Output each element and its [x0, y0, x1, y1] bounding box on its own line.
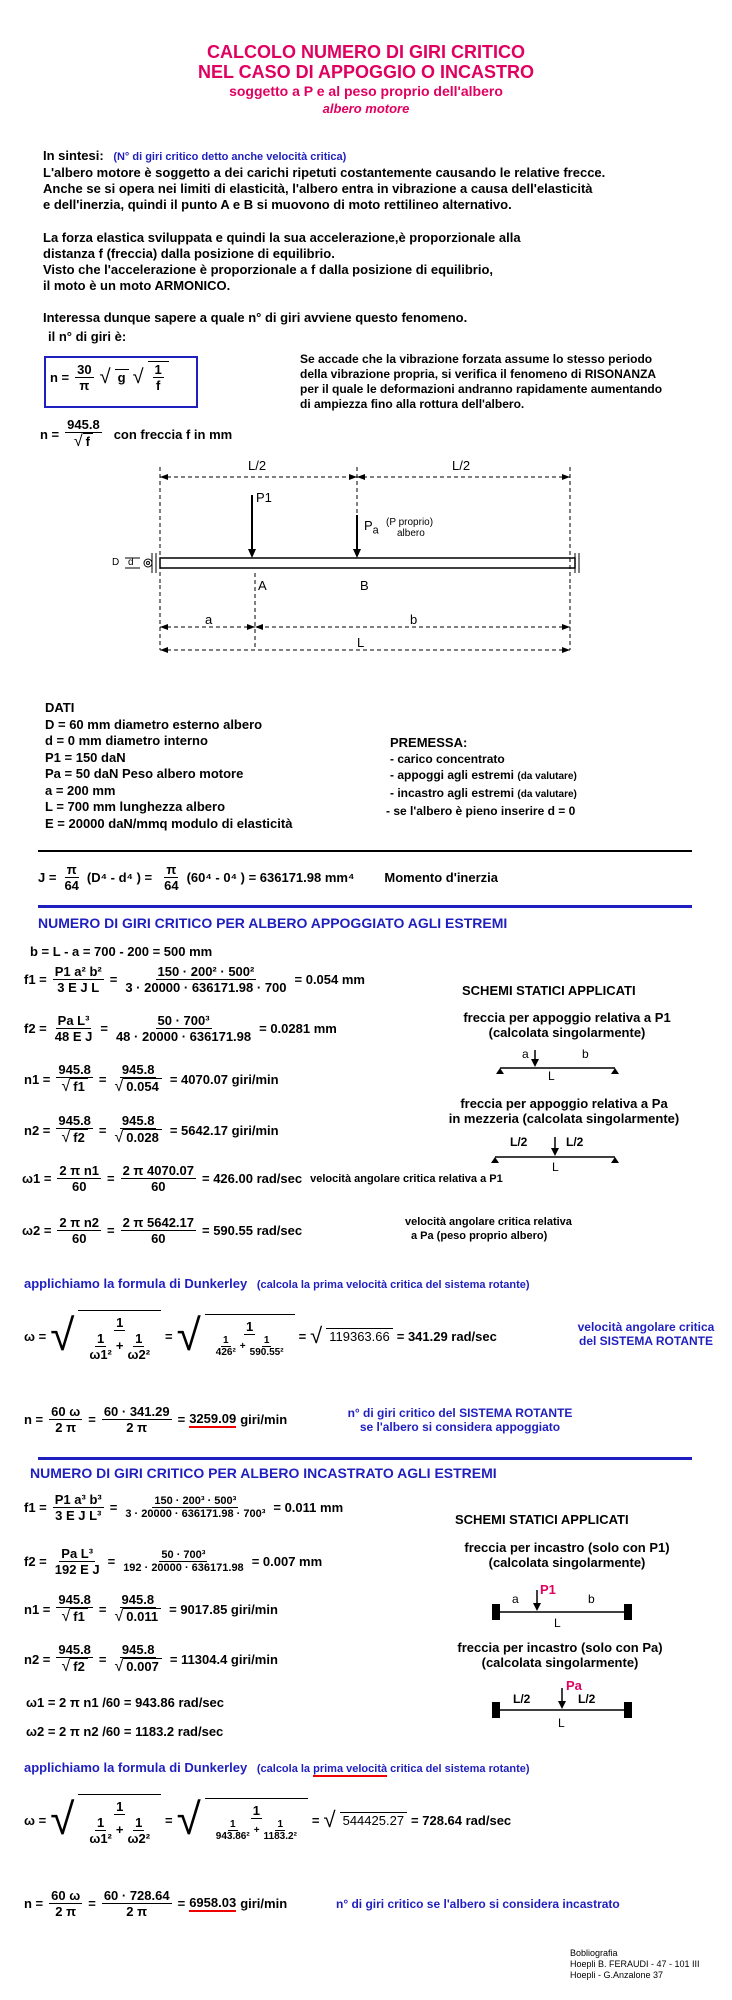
one: 1 [116, 1799, 124, 1814]
page-title-line2: NEL CASO DI APPOGGIO O INCASTRO [197, 62, 535, 82]
pa-letter: P [364, 518, 373, 533]
pa-sub: a [372, 524, 379, 537]
omega1-formula: ω1 = $\frac{\text{2 π n1}}{60}$ = $\frac{2 \pi 4070.07}{60}$ = 426.00 rad/sec velocità angolare critica relativa a P1 [22, 1163, 503, 1194]
premessa-text: - carico concentrato [390, 752, 505, 766]
divider [38, 905, 692, 908]
schema3-b: b [588, 1592, 595, 1606]
f1-den: 3 E J L [57, 980, 100, 995]
incastro-n2-formula: n2 = $\frac{945.8}{√ f2}$ = $\frac{945.8}{√ 0.007}$ = 11304.4 giri/min [24, 1642, 278, 1675]
n2-lhs: n2 = [24, 1651, 51, 1667]
incastro-f1-formula: f1 = $\frac{\text{P1 a³ b³}}{\text{3 E J L³}}$ = $\frac{\text{150 · 200³ · 500³}}{\text{3 · 20000 · 636171.98 · 700³}}$ = 0.011 mm [24, 1492, 344, 1523]
dunkerley-note: (calcola la prima velocità critica del sistema rotante) [256, 1279, 530, 1291]
dati-item: Pa = 50 daN Peso albero motore [45, 766, 244, 781]
one: 1 [135, 1815, 143, 1830]
n-den2: 2 π [126, 1420, 148, 1435]
incastro-omega-formula: ω = √ 1 $\frac{1}{\text{ω1²}}$ + $\frac{1}{\text{ω2²}}$ = √ 1 $\frac{1}{\text{943.86²}}$ + $\frac{1}{\text{1183.2²}}$ = √ 544425.27 = 728.64 rad/sec [24, 1795, 512, 1846]
n-num: 60 ω [51, 1404, 81, 1419]
w1-lhs: ω1 = [22, 1171, 52, 1186]
n1-num2: 945.8 [121, 1062, 155, 1077]
diagram-pa-note2: albero [397, 528, 425, 539]
schema1-line: freccia per appoggio relativa a P1 [463, 1010, 671, 1025]
incastro-schema1 [482, 1580, 642, 1630]
premessa-item [386, 803, 577, 819]
diagram-label-L: L [357, 635, 365, 650]
n2-formula: n2 = $\frac{945.8}{√ f2}$ = $\frac{945.8}{√ 0.028}$ = 5642.17 giri/min [24, 1113, 279, 1146]
intro-line: Interessa dunque sapere a quale n° di giri avviene questo fenomeno. [43, 310, 468, 325]
f1-lhs: f1 = [24, 1500, 47, 1515]
schema4-Pa: Pa [566, 1678, 582, 1693]
n2-text: con freccia f in mm [113, 426, 233, 442]
intro-line: il moto è un moto ARMONICO. [43, 278, 231, 293]
n1-den2: 0.054 [123, 1078, 162, 1094]
diagram-label-B: B [360, 578, 369, 593]
schema1-b: b [582, 1047, 589, 1061]
f1-num: P1 a² b² [54, 964, 102, 979]
f2-den2: 192 · 20000 · 636171.98 [123, 1562, 244, 1574]
n2-den: f [83, 433, 93, 449]
n1-lhs: n1 = [24, 1071, 51, 1087]
sqrt-value: 544425.27 [340, 1812, 407, 1828]
dati-block [45, 700, 292, 832]
w-note-line: del SISTEMA ROTANTE [578, 1334, 713, 1348]
inertia-expr2: (60⁴ - 0⁴ ) = 636171.98 mm⁴ [186, 870, 355, 885]
premessa-note: (da valutare) [517, 789, 577, 800]
f2-num2: 50 · 700³ [157, 1013, 210, 1028]
intro-line: L'albero motore è soggetto a dei carichi ripetuti costantemente causando le relative frecce. [43, 165, 606, 180]
dati-item: D = 60 mm diametro esterno albero [45, 716, 263, 732]
schema3-L: L [554, 1616, 561, 1630]
biblio-line: Hoepli B. FERAUDI - 47 - 101 III [570, 1959, 700, 1969]
schema2-line: in mezzeria (calcolata singolarmente) [448, 1111, 680, 1126]
inertia-den: 64 [64, 878, 79, 893]
n-formula: n = $\frac{30}{\pi}$ √ g √ $\frac{1}{f}$ [50, 361, 169, 393]
premessa-title: PREMESSA: [390, 735, 468, 750]
f1-formula: f1 = $\frac{\text{P1 a² b²}}{\text{3 E J L}}$ = $\frac{\text{150 · 200² · 500²}}{3 \cdot 20000 \cdot 636171.98 \cdot 700}$ = 0.054 mm [24, 964, 365, 995]
n-result: 6958.03 [189, 1895, 237, 1910]
n1-num: 945.8 [58, 1592, 91, 1607]
omega-system-formula: ω = √ 1 $\frac{1}{\text{ω1²}}$ + $\frac{1}{\text{ω2²}}$ = √ 1 $\frac{1}{\text{426²}}$ + $\frac{1}{\text{590.55²}}$ = √ 119363.66 = 341.29 rad/sec [24, 1311, 497, 1362]
page-subtitle2: albero motore [322, 101, 410, 116]
n2-num2: 945.8 [121, 1113, 155, 1128]
w2-note [405, 1215, 572, 1243]
f2-formula: f2 = $\frac{\text{Pa L³}}{\text{48 E J}}$ = $\frac{\text{50 · 700³}}{48 \cdot 20000 \cdot 636171.98}$ = 0.0281 mm [24, 1013, 337, 1044]
dati-title: DATI [45, 700, 75, 715]
w-result: = 728.64 rad/sec [411, 1812, 512, 1828]
schema2-text [424, 1096, 704, 1126]
incastro-schema1-text [432, 1540, 702, 1570]
inertia-den: 64 [164, 878, 179, 893]
w2sq: ω2² [127, 1347, 151, 1362]
n1-den: f1 [70, 1078, 88, 1094]
f2-num: Pa L³ [57, 1013, 90, 1028]
resonance-line: della vibrazione propria, si verifica il fenomeno di RISONANZA [300, 367, 657, 381]
bibliography [570, 1948, 700, 1981]
resonance-line: per il quale le deformazioni andranno rapidamente aumentando [300, 382, 663, 396]
f1-den: 3 E J L³ [55, 1508, 102, 1523]
w1-num2: 2 π 4070.07 [122, 1163, 194, 1178]
w-lhs: ω = [24, 1328, 47, 1344]
premessa-text: - appoggi agli estremi [390, 768, 518, 782]
f1-result: = 0.011 mm [273, 1500, 344, 1515]
v943: 943.86² [215, 1831, 250, 1842]
premessa-text: - se l'albero è pieno inserire d = 0 [386, 804, 576, 818]
schema-line: (calcolata singolarmente) [488, 1555, 646, 1570]
intro-line: Visto che l'accelerazione è proporzionale a f dalla posizione di equilibrio, [43, 262, 494, 277]
schema1-L: L [548, 1069, 555, 1083]
schema-line: (calcolata singolarmente) [481, 1655, 639, 1670]
schema1-appoggio [480, 1048, 630, 1088]
n2-den2: 0.007 [123, 1658, 162, 1674]
n1-den2: 0.011 [123, 1608, 161, 1624]
one: 1 [135, 1331, 143, 1346]
diagram-label-D: D [112, 557, 120, 568]
one: 1 [229, 1819, 236, 1830]
intro-line: La forza elastica sviluppata e quindi la sua accelerazione,è proporzionale alla [43, 230, 521, 245]
formula-lhs: n = [50, 369, 70, 385]
w1-den: 60 [71, 1179, 87, 1194]
intro-line: distanza f (freccia) dalla posizione di equilibrio. [43, 246, 335, 261]
dati-item: d = 0 mm diametro interno [45, 733, 208, 748]
premessa-block [386, 735, 577, 819]
section-title-incastro: NUMERO DI GIRI CRITICO PER ALBERO INCASTRATO AGLI ESTREMI [30, 1465, 497, 1481]
n2-lhs: n2 = [24, 1122, 51, 1138]
one: 1 [97, 1331, 105, 1346]
n-system-formula: n = $\frac{60 \omega}{2 \pi}$ = $\frac{60 \cdot 341.29}{2 \pi}$ = 3259.09 giri/min [24, 1404, 288, 1435]
f1-lhs: f1 = [24, 972, 47, 987]
f2-lhs: f2 = [24, 1554, 47, 1569]
w2-lhs: ω2 = [22, 1223, 52, 1238]
dunkerley-label [24, 1276, 530, 1291]
n-num: 60 ω [51, 1888, 81, 1903]
inertia-expr1: (D⁴ - d⁴ ) = [86, 870, 153, 885]
resonance-line: di ampiezza fino alla rottura dell'albero. [300, 397, 525, 411]
schema2-L2b: L/2 [566, 1135, 584, 1149]
w-result: = 341.29 rad/sec [396, 1328, 497, 1344]
w2-num2: 2 π 5642.17 [122, 1215, 194, 1230]
w2-den: 60 [71, 1231, 87, 1246]
n1-num: 945.8 [58, 1062, 91, 1077]
n-den: 2 π [55, 1420, 77, 1435]
schema2-L2a: L/2 [510, 1135, 528, 1149]
one: 1 [246, 1319, 254, 1334]
intro-block-2 [43, 230, 521, 294]
page-title-line1: CALCOLO NUMERO DI GIRI CRITICO [207, 42, 525, 62]
schema1-text [432, 1010, 702, 1040]
n1-lhs: n1 = [24, 1601, 51, 1617]
schemi-title: SCHEMI STATICI APPLICATI [462, 983, 636, 998]
biblio-line: Hoepli - G.Anzalone 37 [570, 1970, 664, 1980]
biblio-line: Bobliografia [570, 1948, 618, 1958]
divider [38, 850, 692, 852]
section-title-appoggio: NUMERO DI GIRI CRITICO PER ALBERO APPOGGIATO AGLI ESTREMI [38, 915, 508, 931]
shaft-diagram [0, 455, 732, 665]
diagram-label-Pa [364, 518, 379, 537]
w-system-note [566, 1320, 726, 1348]
schema3-a: a [512, 1592, 519, 1606]
v590: 590.55² [249, 1347, 284, 1358]
n2-num: 945.8 [58, 1642, 91, 1657]
n1-result: = 9017.85 giri/min [169, 1601, 278, 1617]
n2-num: 945.8 [67, 417, 100, 432]
f2-result: = 0.0281 mm [259, 1021, 337, 1036]
inertia-formula [38, 862, 498, 893]
formula-one: 1 [154, 362, 162, 377]
f2-den: 48 E J [54, 1029, 93, 1044]
incastro-n1-formula: n1 = $\frac{945.8}{√ f1}$ = $\frac{945.8}{√ 0.011}$ = 9017.85 giri/min [24, 1592, 278, 1625]
one: 1 [277, 1819, 284, 1830]
incastro-schema2-text [420, 1640, 700, 1670]
premessa-item [390, 785, 577, 803]
divider [38, 1457, 692, 1460]
n1-num2: 945.8 [121, 1592, 155, 1607]
n-result: 3259.09 [189, 1411, 237, 1426]
n-den: 2 π [55, 1904, 77, 1919]
w1-result: = 426.00 rad/sec [202, 1171, 303, 1186]
formula-g: g [115, 369, 129, 385]
n-note-line: n° di giri critico del SISTEMA ROTANTE [347, 1406, 573, 1420]
dati-item: E = 20000 daN/mmq modulo di elasticità [45, 815, 293, 831]
n-unit: giri/min [240, 1896, 288, 1911]
inertia-label: Momento d'inerzia [384, 870, 499, 885]
v426: 426² [215, 1347, 236, 1358]
n-simplified-formula: n = $\frac{945.8}{√ f}$ con freccia f in mm [40, 417, 233, 450]
n-unit: giri/min [240, 1412, 288, 1427]
omega2-formula: ω2 = $\frac{\text{2 π n2}}{60}$ = $\frac{2 \pi 5642.17}{60}$ = 590.55 rad/sec [22, 1215, 303, 1246]
n-num2: 60 · 341.29 [103, 1404, 170, 1419]
w1-note: velocità angolare critica relativa a P1 [310, 1172, 503, 1185]
n2-result: = 11304.4 giri/min [169, 1651, 278, 1667]
formula-f: f [155, 378, 161, 393]
formula-den: π [79, 377, 90, 393]
premessa-text: - incastro agli estremi [390, 786, 518, 800]
intro-line: Anche se si opera nei limiti di elasticità, l'albero entra in vibrazione a causa dell'elasticità [43, 181, 593, 196]
w-note-line: velocità angolare critica [577, 1320, 715, 1334]
n1-den: f1 [70, 1608, 88, 1624]
w2-den2: 60 [151, 1231, 166, 1246]
in-sintesi-note: (N° di giri critico detto anche velocità critica) [113, 151, 347, 163]
n2-den: f2 [70, 1129, 88, 1145]
inertia-lhs: J = [38, 870, 57, 885]
n2-result: = 5642.17 giri/min [169, 1122, 279, 1138]
n-note-line: se l'albero si considera appoggiato [359, 1420, 561, 1434]
sqrt-value: 119363.66 [326, 1328, 393, 1344]
w1sq: ω1² [89, 1347, 112, 1362]
dunkerley-note-underlined: prima velocità [313, 1763, 388, 1775]
n2-den2: 0.028 [123, 1129, 162, 1145]
page-subtitle: soggetto a P e al peso proprio dell'albero [229, 83, 503, 99]
f2-num2: 50 · 700³ [161, 1549, 206, 1561]
dunkerley-label-2 [24, 1760, 530, 1775]
w2-note-line: velocità angolare critica relativa [405, 1216, 572, 1228]
schema4-L2a: L/2 [513, 1692, 531, 1706]
schema4-L2b: L/2 [578, 1692, 596, 1706]
one: 1 [223, 1335, 229, 1346]
n-lhs: n = [24, 1412, 44, 1427]
one: 1 [116, 1315, 124, 1330]
schema2-L: L [552, 1160, 559, 1174]
w1-num: 2 π n1 [59, 1163, 99, 1178]
f1-den2: 3 · 20000 · 636171.98 · 700³ [125, 1508, 266, 1520]
premessa-item [390, 751, 577, 767]
dunkerley-title: applichiamo la formula di Dunkerley [24, 1760, 248, 1775]
formula-num: 30 [77, 361, 92, 377]
w2-note-line: a Pa (peso proprio albero) [411, 1230, 548, 1242]
diagram-label-A: A [258, 578, 267, 593]
in-sintesi-label: In sintesi: [43, 148, 104, 163]
dati-item: L = 700 mm lunghezza albero [45, 799, 226, 814]
w2sq: ω2² [127, 1831, 151, 1846]
b-line: b = L - a = 700 - 200 = 500 mm [30, 944, 213, 959]
schema1-a: a [522, 1047, 529, 1061]
f1-num2: 150 · 200² · 500² [157, 964, 255, 979]
inertia-num: π [66, 862, 77, 877]
intro-line: e dell'inerzia, quindi il punto A e B si muovono di moto rettilineo alternativo. [43, 197, 512, 212]
diagram-label-a: a [205, 612, 213, 627]
diagram-pa-note: (P proprio) [386, 517, 434, 528]
n-lhs: n = [24, 1896, 44, 1911]
n-eq: = [177, 1896, 186, 1911]
schema1-line: (calcolata singolarmente) [488, 1025, 646, 1040]
dunkerley-note: (calcola la [256, 1763, 314, 1775]
w1sq: ω1² [89, 1831, 112, 1846]
f2-den: 192 E J [54, 1562, 100, 1577]
incastro-w2: ω2 = 2 π n2 /60 = 1183.2 rad/sec [26, 1724, 224, 1739]
one: 1 [97, 1815, 105, 1830]
dati-item: P1 = 150 daN [45, 749, 126, 765]
incastro-w1: ω1 = 2 π n1 /60 = 943.86 rad/sec [26, 1695, 225, 1710]
schema4-L: L [558, 1716, 565, 1730]
f2-lhs: f2 = [24, 1021, 47, 1036]
f1-result: = 0.054 mm [294, 972, 365, 987]
dati-item: a = 200 mm [45, 782, 116, 798]
n-system-note [330, 1406, 590, 1434]
w2-num: 2 π n2 [59, 1215, 99, 1230]
inertia-num: π [166, 862, 177, 877]
n-den2: 2 π [126, 1904, 148, 1919]
n2-num2: 945.8 [121, 1642, 155, 1657]
w2-result: = 590.55 rad/sec [202, 1223, 303, 1238]
n-num2: 60 · 728.64 [103, 1888, 170, 1903]
premessa-note: (da valutare) [517, 771, 577, 782]
diagram-label-L2-left: L/2 [248, 458, 267, 473]
incastro-f2-formula: f2 = $\frac{\text{Pa L³}}{\text{192 E J}}$ = $\frac{\text{50 · 700³}}{192 \cdot 20000 \cdot 636171.98}$ = 0.007 mm [24, 1546, 323, 1577]
schema3-P1: P1 [540, 1582, 556, 1597]
incastro-n-note: n° di giri critico se l'albero si considera incastrato [336, 1897, 620, 1911]
f2-result: = 0.007 mm [251, 1554, 323, 1569]
incastro-n-formula: n = $\frac{60 \omega}{2 \pi}$ = $\frac{60 \cdot 728.64}{2 \pi}$ = 6958.03 giri/min [24, 1888, 288, 1919]
w-lhs: ω = [24, 1812, 47, 1828]
diagram-label-b: b [410, 612, 418, 627]
schema-line: freccia per incastro (solo con Pa) [457, 1640, 663, 1655]
w1-den2: 60 [151, 1179, 166, 1194]
n2-den: f2 [70, 1658, 88, 1674]
diagram-label-L2-right: L/2 [452, 458, 471, 473]
incastro-schemi-title: SCHEMI STATICI APPLICATI [455, 1512, 629, 1527]
f1-den2: 3 · 20000 · 636171.98 · 700 [125, 980, 287, 995]
one: 1 [263, 1335, 270, 1346]
resonance-line: Se accade che la vibrazione forzata assume lo stesso periodo [300, 352, 653, 366]
dunkerley-title: applichiamo la formula di Dunkerley [24, 1276, 248, 1291]
n1-formula: n1 = $\frac{945.8}{√ f1}$ = $\frac{945.8}{√ 0.054}$ = 4070.07 giri/min [24, 1062, 279, 1095]
v1183: 1183.2² [263, 1831, 297, 1842]
diagram-label-P1: P1 [256, 490, 272, 505]
n-eq: = [177, 1412, 186, 1427]
f2-den2: 48 · 20000 · 636171.98 [115, 1029, 252, 1044]
diagram-label-d: d [128, 557, 134, 568]
resonance-note [300, 352, 662, 412]
schema-line: freccia per incastro (solo con P1) [464, 1540, 670, 1555]
f1-num2: 150 · 200³ · 500³ [154, 1495, 237, 1507]
n2-num: 945.8 [58, 1113, 91, 1128]
dunkerley-note: critica del sistema rotante) [387, 1763, 530, 1775]
intro-line: il n° di giri è: [48, 329, 127, 344]
n1-result: = 4070.07 giri/min [169, 1071, 279, 1087]
f2-num: Pa L³ [61, 1546, 94, 1561]
intro-block [43, 148, 605, 213]
schema2-line: freccia per appoggio relativa a Pa [460, 1096, 668, 1111]
one: 1 [252, 1803, 260, 1818]
premessa-item [390, 767, 577, 785]
f1-num: P1 a³ b³ [54, 1492, 102, 1507]
